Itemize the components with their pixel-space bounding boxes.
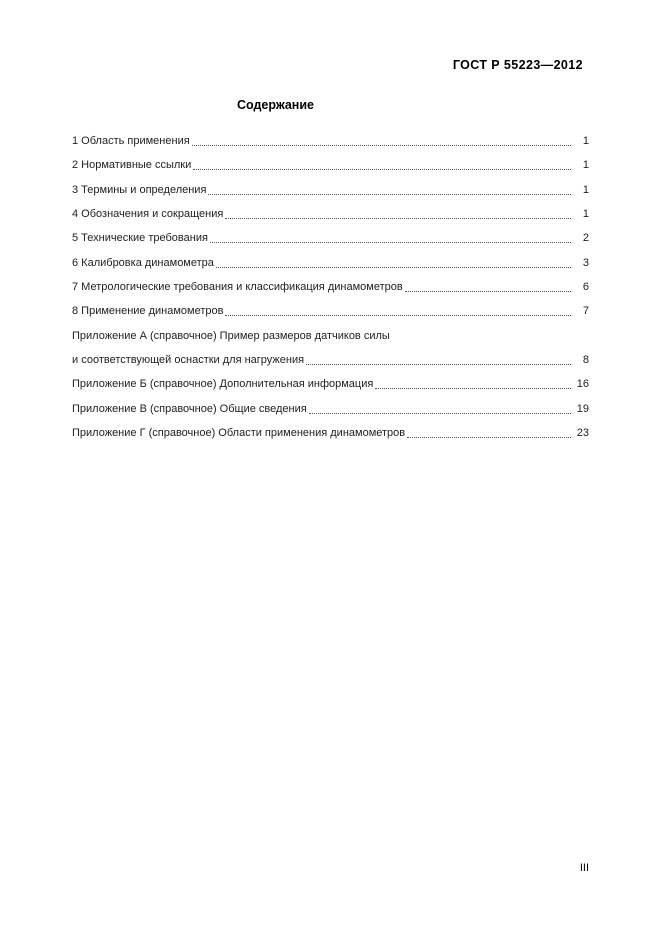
toc-entry[interactable] <box>72 134 589 149</box>
toc-entry[interactable] <box>72 402 589 417</box>
toc-leader-dots <box>392 332 571 340</box>
toc-leader-dots <box>193 161 571 170</box>
toc-entry-label: Приложение В (справочное) Общие сведения <box>72 402 307 415</box>
page-number-footer: III <box>579 862 589 874</box>
toc-entry-label: 3 Термины и определения <box>72 183 207 196</box>
toc-entry-label: и соответствующей оснастки для нагружения <box>72 354 305 367</box>
toc-leader-dots <box>405 283 571 292</box>
toc-entry-page: 1 <box>582 183 589 196</box>
toc-entry-label: 5 Технические требования <box>72 232 208 245</box>
toc-entry-page: 8 <box>582 354 589 367</box>
toc-entry-page: 1 <box>582 159 589 172</box>
toc-entry-label: Приложение Б (справочное) Дополнительная информация <box>72 378 374 391</box>
toc-leader-dots <box>216 258 571 267</box>
toc-entry[interactable] <box>72 377 589 392</box>
toc-entry-label: 6 Калибровка динамометра <box>72 256 214 269</box>
toc-leader-dots <box>407 429 571 438</box>
toc-entry-label: Приложение Г (справочное) Области применения динамометров <box>72 427 406 440</box>
toc-leader-dots <box>210 234 571 243</box>
toc-entry-label: 2 Нормативные ссылки <box>72 159 192 172</box>
toc-leader-dots <box>192 137 571 146</box>
toc-entry[interactable] <box>72 280 589 295</box>
toc-entry-page: 19 <box>576 402 589 415</box>
toc-entry-page: 2 <box>582 232 589 245</box>
toc-entry-page: 1 <box>582 135 589 147</box>
toc-entry-label: Приложение А (справочное) Пример размеров датчиков силы <box>72 329 390 342</box>
toc-entry-label: 1 Область применения <box>72 135 190 147</box>
toc-entry-page: 7 <box>582 305 589 318</box>
toc-entry[interactable] <box>72 158 589 173</box>
toc-entry-page: 23 <box>576 427 589 440</box>
toc-leader-dots <box>225 210 571 219</box>
toc-entry-page: 3 <box>582 256 589 269</box>
toc-leader-dots <box>375 380 571 389</box>
toc-leader-dots <box>208 185 571 194</box>
page-title: Содержание <box>236 98 314 112</box>
toc-entry-continuation[interactable] <box>72 353 589 368</box>
toc-entry[interactable] <box>72 304 589 319</box>
table-of-contents <box>72 134 589 441</box>
standard-id-header: ГОСТ Р 55223—2012 <box>452 58 583 72</box>
toc-entry[interactable] <box>72 207 589 222</box>
toc-entry-label: 4 Обозначения и сокращения <box>72 208 224 221</box>
toc-entry[interactable] <box>72 231 589 246</box>
toc-leader-dots <box>225 307 571 316</box>
toc-entry[interactable] <box>72 256 589 271</box>
toc-entry-label: 8 Применение динамометров <box>72 305 224 318</box>
toc-entry-page: 6 <box>582 281 589 294</box>
toc-leader-dots <box>306 356 571 365</box>
toc-entry[interactable] <box>72 426 589 441</box>
toc-leader-dots <box>309 404 571 413</box>
toc-entry-page: 1 <box>582 208 589 221</box>
toc-entry[interactable] <box>72 329 589 344</box>
toc-entry-label: 7 Метрологические требования и классификация динамометров <box>72 281 403 294</box>
toc-entry[interactable] <box>72 183 589 198</box>
toc-entry-page: 16 <box>576 378 589 391</box>
